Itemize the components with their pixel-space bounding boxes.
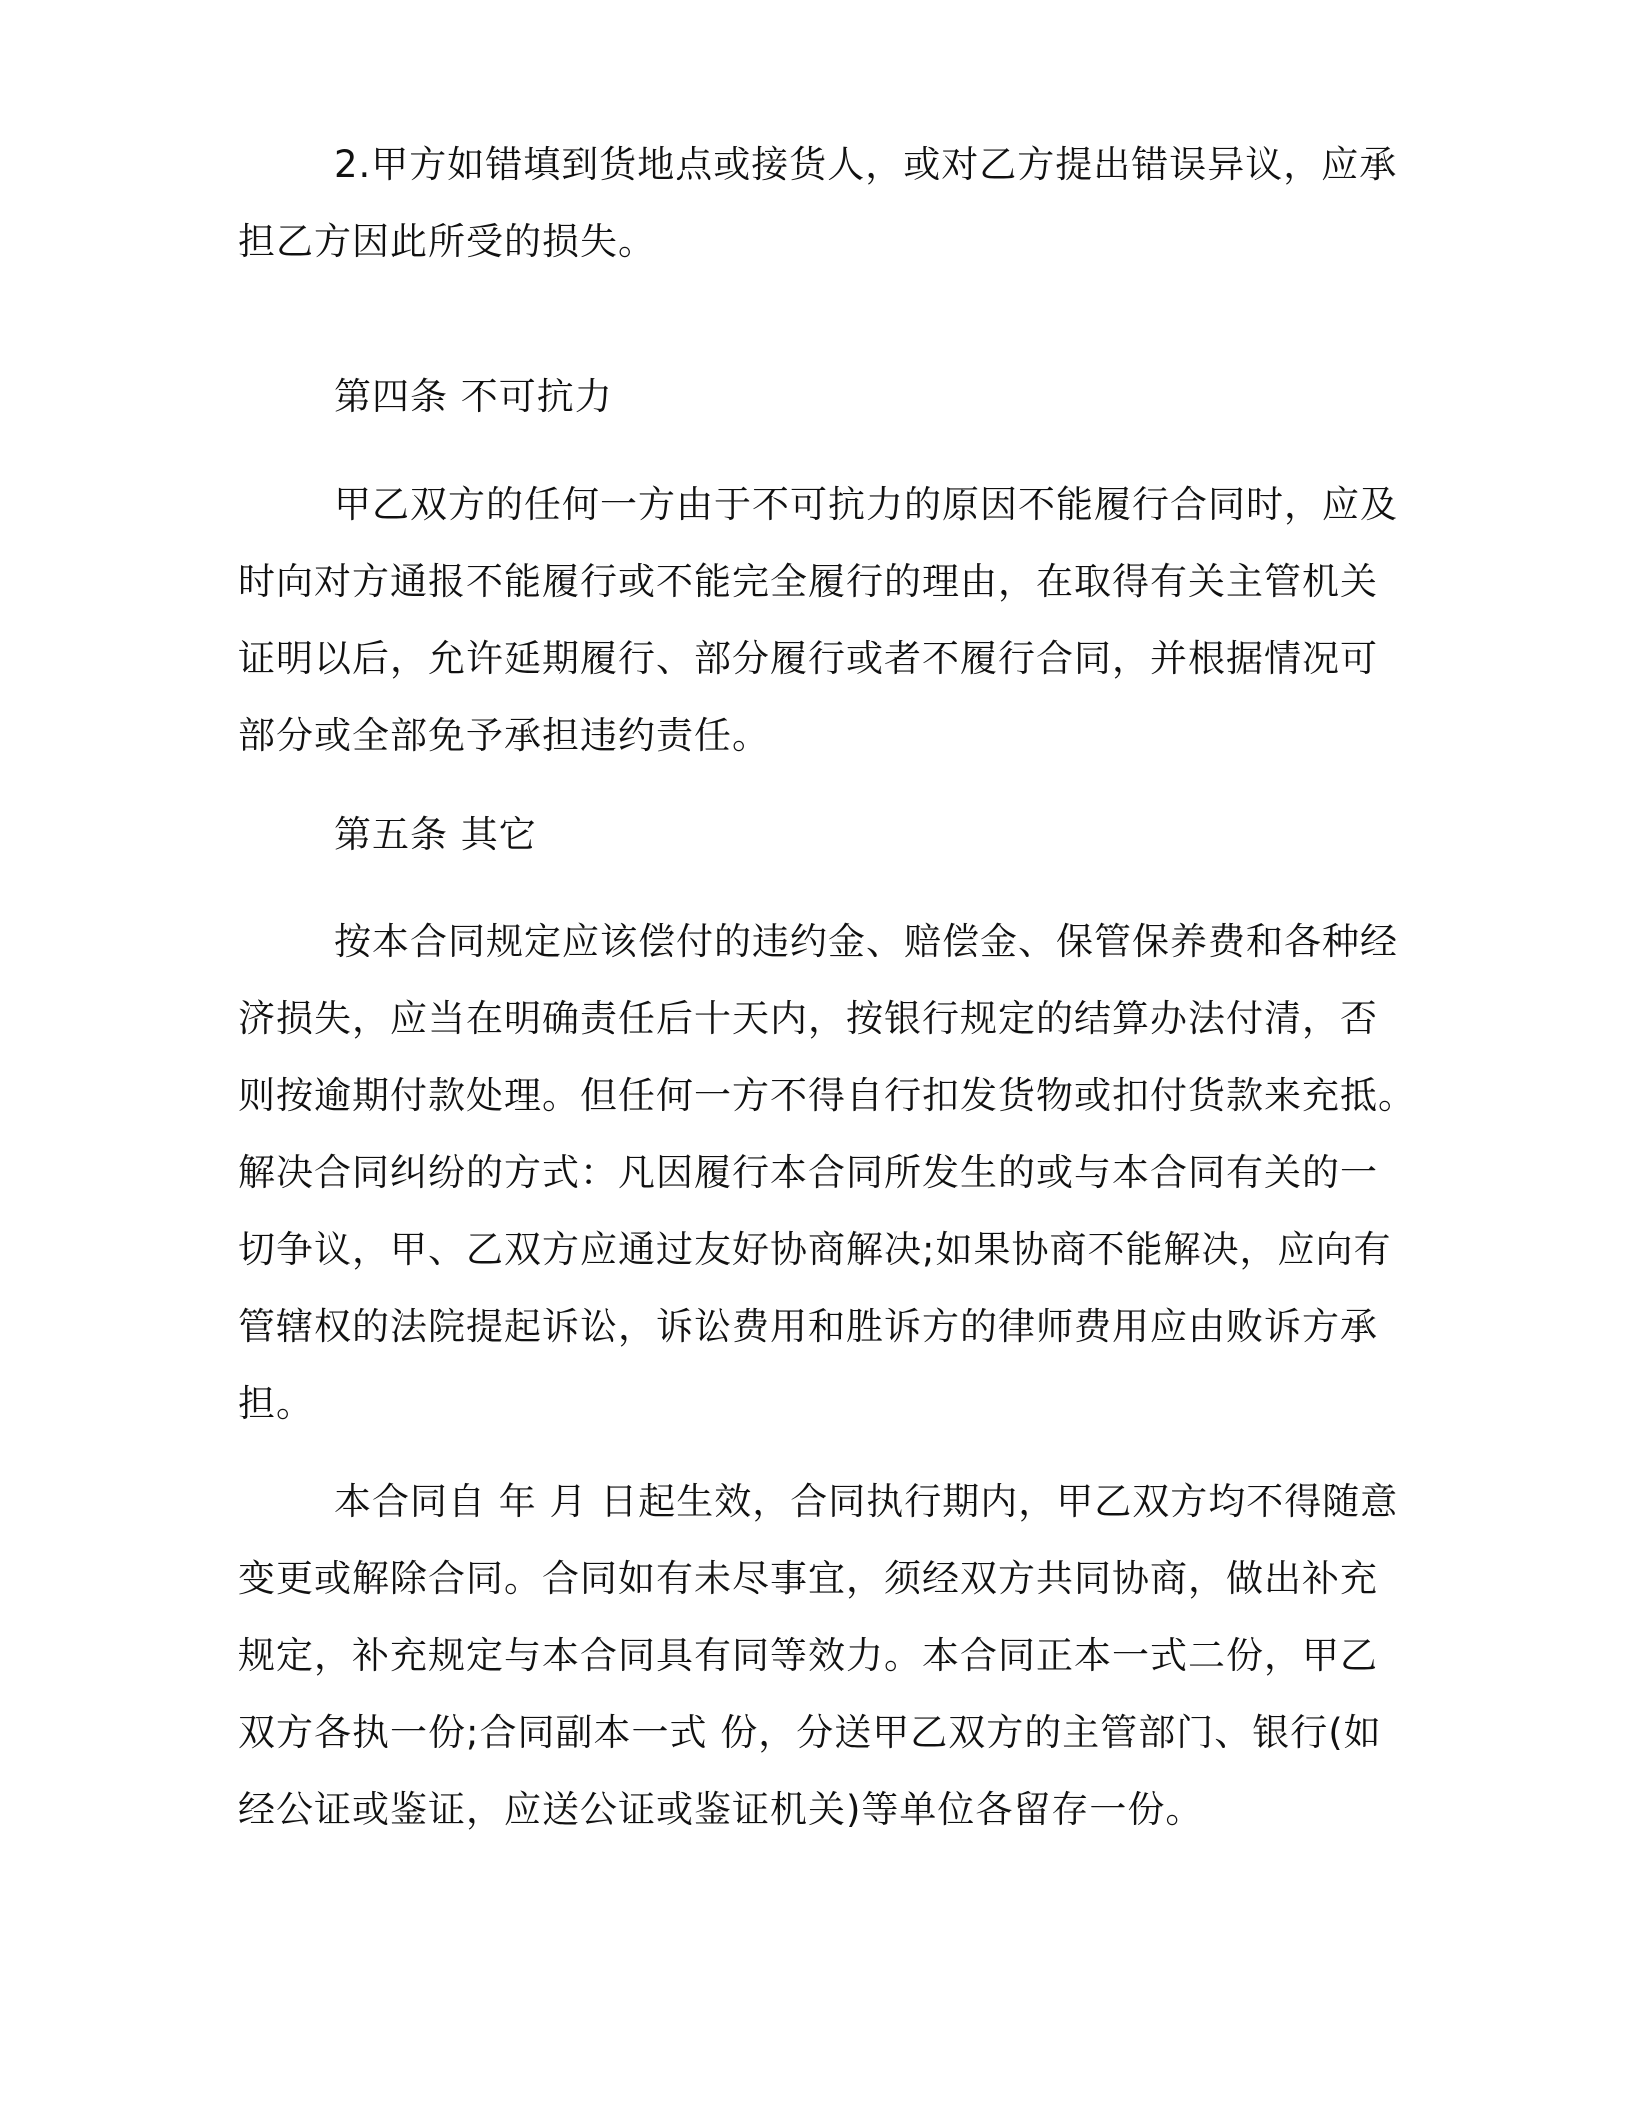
paragraph-effectiveness [238,1463,1399,1848]
text-line: 管辖权的法院提起诉讼，诉讼费用和胜诉方的律师费用应由败诉方承 [238,1305,1378,1348]
text-line: 本合同自 年 月 日起生效，合同执行期内，甲乙双方均不得随意 [334,1480,1399,1523]
paragraph-force-majeure [238,466,1398,774]
paragraph-payment-disputes [238,903,1416,1442]
text-line: 规定，补充规定与本合同具有同等效力。本合同正本一式二份，甲乙 [238,1634,1378,1677]
text-line: 按本合同规定应该偿付的违约金、赔偿金、保管保养费和各种经 [334,920,1398,963]
heading-article-4 [238,358,1378,435]
text-line: 济损失，应当在明确责任后十天内，按银行规定的结算办法付清，否 [238,997,1378,1040]
text-line: 部分或全部免予承担违约责任。 [238,714,770,757]
text-line: 则按逾期付款处理。但任何一方不得自行扣发货物或扣付货款来充抵。 [238,1074,1416,1117]
text-line: 2.甲方如错填到货地点或接货人，或对乙方提出错误异议，应承 [334,143,1398,186]
text-line: 证明以后，允许延期履行、部分履行或者不履行合同，并根据情况可 [238,637,1378,680]
paragraph-loss-responsibility [238,126,1398,280]
text-line: 双方各执一份;合同副本一式 份，分送甲乙双方的主管部门、银行(如 [238,1711,1382,1754]
text-line: 担。 [238,1382,314,1425]
text-line: 担乙方因此所受的损失。 [238,220,656,263]
text-line: 经公证或鉴证，应送公证或鉴证机关)等单位各留存一份。 [238,1788,1204,1831]
section-heading: 第五条 其它 [334,813,537,856]
text-line: 变更或解除合同。合同如有未尽事宜，须经双方共同协商，做出补充 [238,1557,1378,1600]
text-line: 甲乙双方的任何一方由于不可抗力的原因不能履行合同时，应及 [334,483,1398,526]
section-heading: 第四条 不可抗力 [334,375,613,418]
heading-article-5 [238,796,1378,873]
text-line: 解决合同纠纷的方式：凡因履行本合同所发生的或与本合同有关的一 [238,1151,1378,1194]
text-line: 时向对方通报不能履行或不能完全履行的理由，在取得有关主管机关 [238,560,1378,603]
text-line: 切争议，甲、乙双方应通过友好协商解决;如果协商不能解决，应向有 [238,1228,1392,1271]
